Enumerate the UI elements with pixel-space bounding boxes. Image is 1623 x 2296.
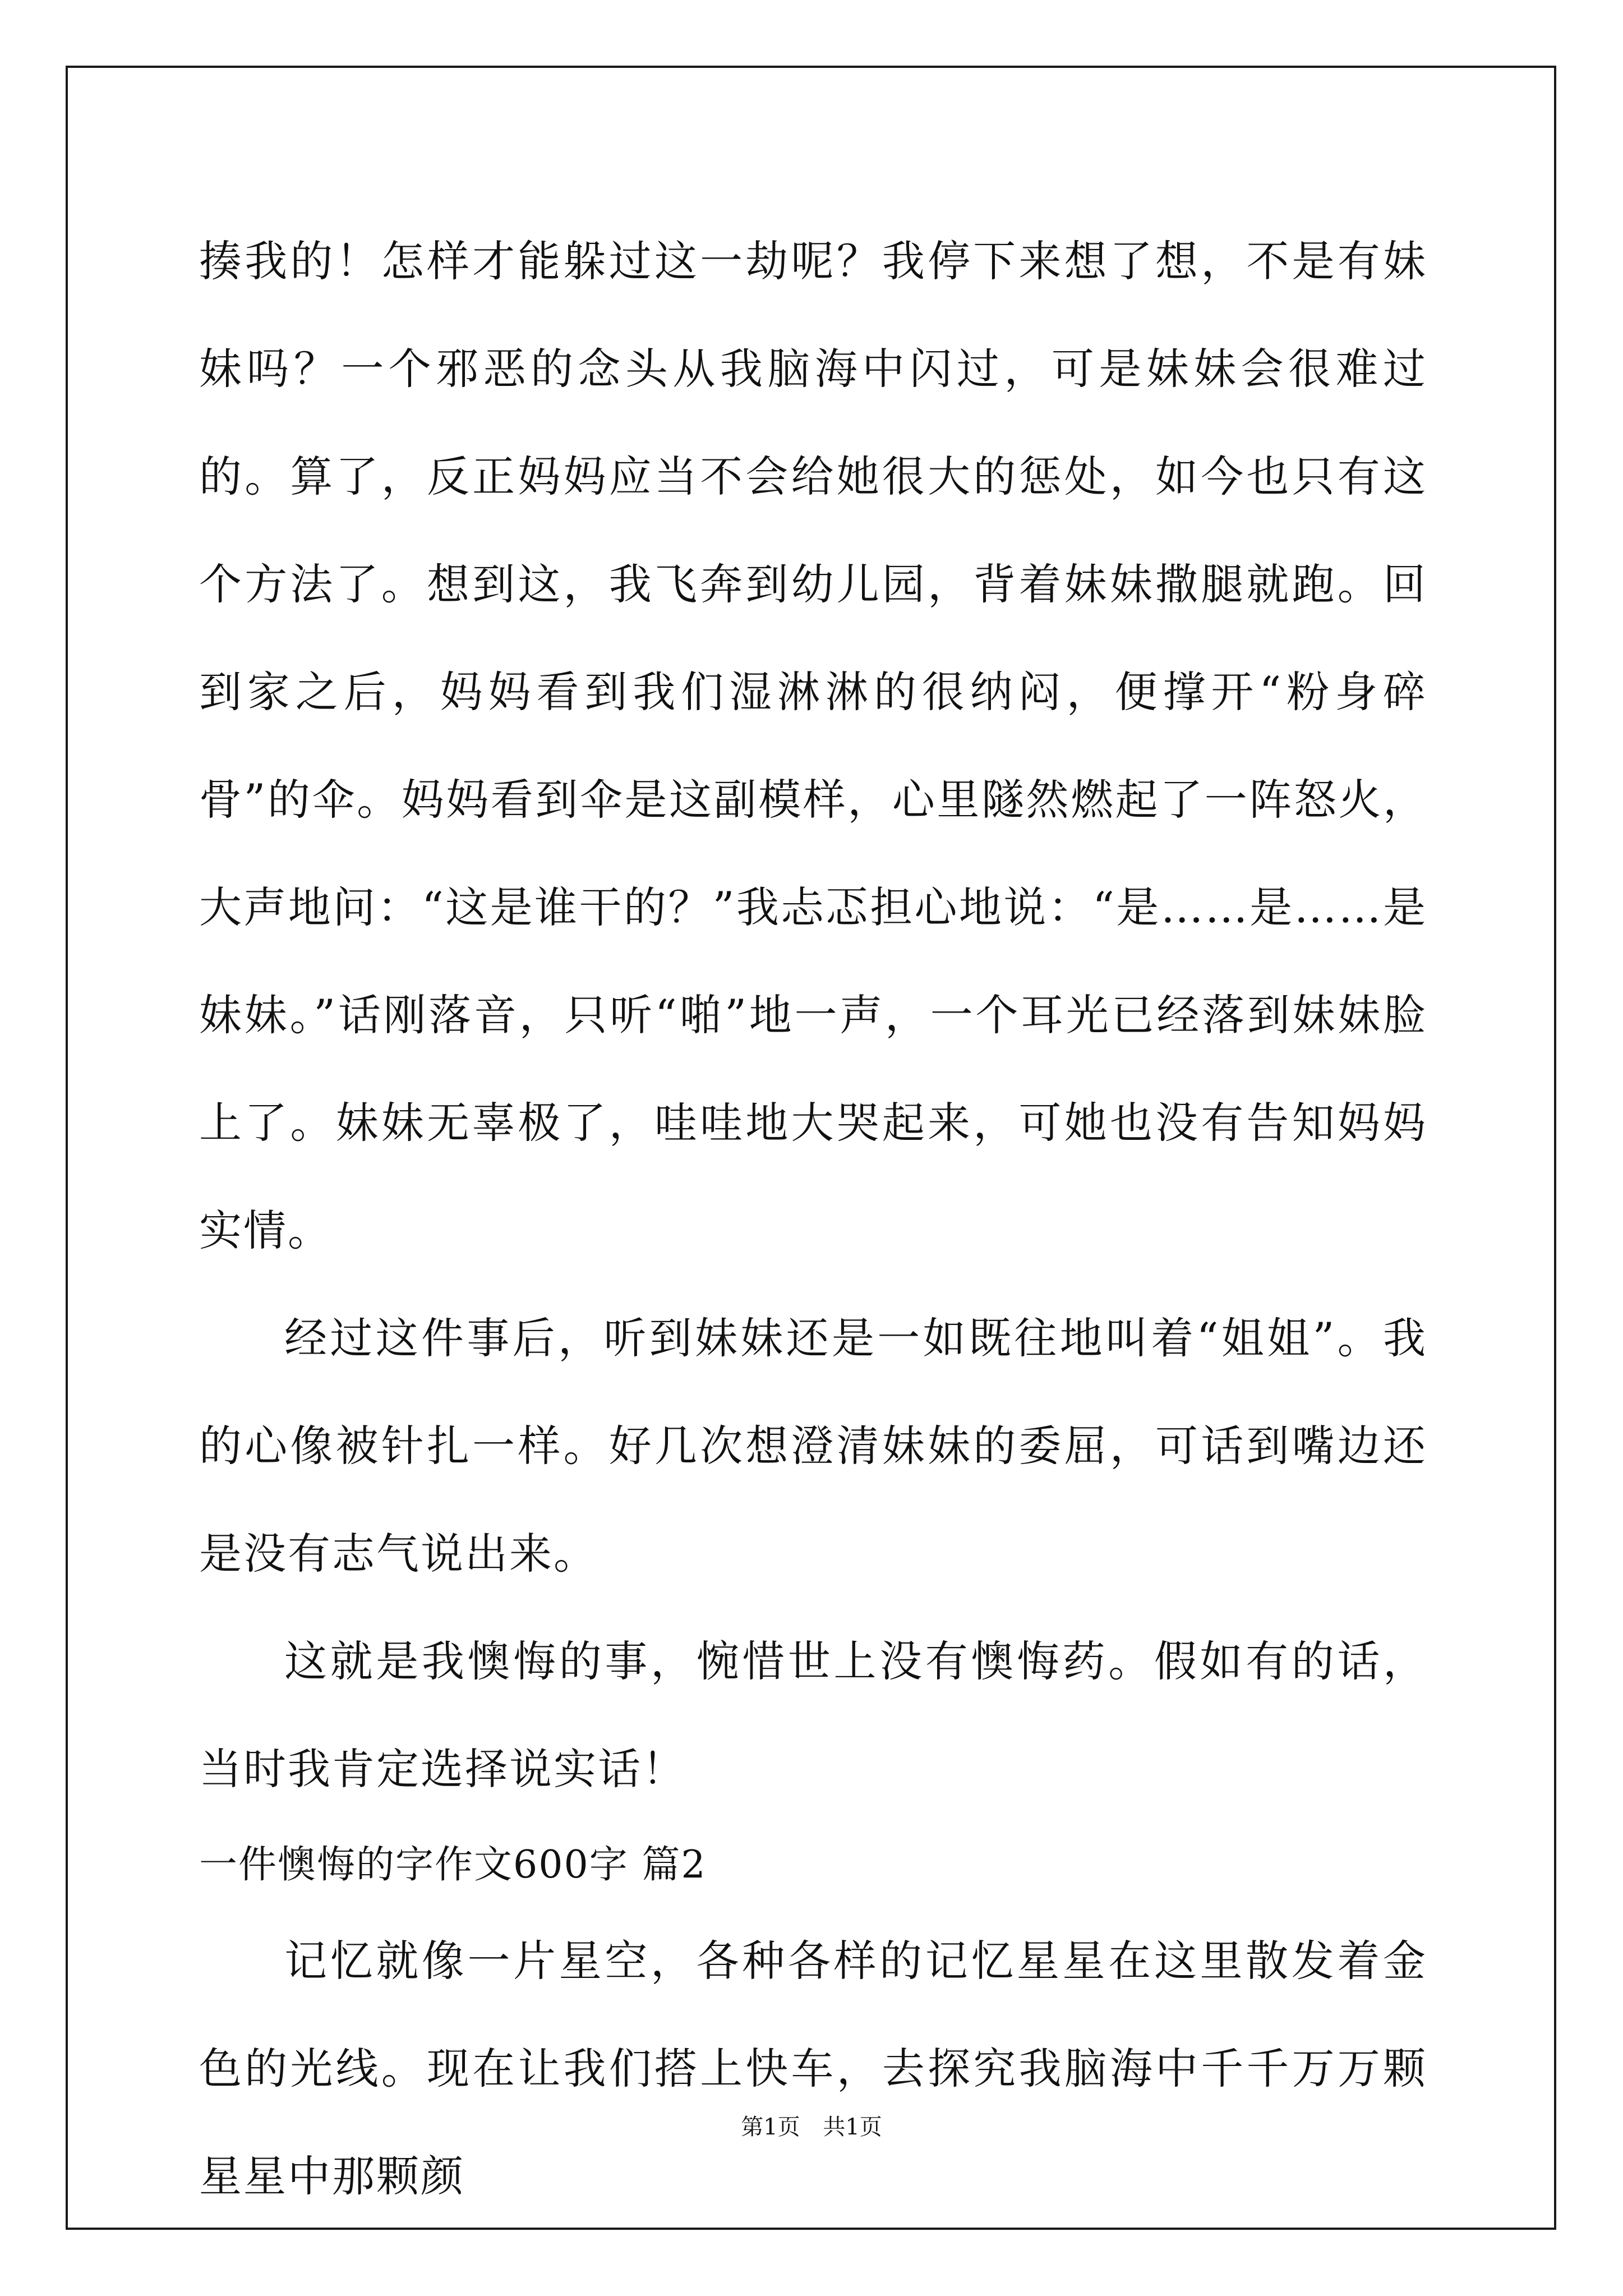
section-heading: 一件懊悔的字作文600字 篇2 (199, 1843, 707, 1887)
paragraph-4: 记忆就像一片星空，各种各样的记忆星星在这里散发着金色的光线。现在让我们搭上快车，去探究我脑海中千千万万颗星星中那颗颜 (199, 1936, 1427, 2201)
paragraph-2: 经过这件事后，听到妹妹还是一如既往地叫着“姐姐”。我的心像被针扎一样。好几次想澄清妹妹的委屈，可话到嘴边还是没有志气说出来。 (199, 1313, 1427, 1579)
paragraph-3: 这就是我懊悔的事，惋惜世上没有懊悔药。假如有的话，当时我肯定选择说实话！ (199, 1636, 1427, 1794)
page-number: 第1页 (741, 2114, 800, 2140)
document-body (199, 208, 1427, 2230)
page-total: 共1页 (823, 2114, 882, 2140)
page-footer (0, 2109, 1623, 2141)
paragraph-1: 揍我的！怎样才能躲过这一劫呢？我停下来想了想，不是有妹妹吗？一个邪恶的念头从我脑海中闪过，可是妹妹会很难过的。算了，反正妈妈应当不会给她很大的惩处，如今也只有这个方法了。想到这，我飞奔到幼儿园，背着妹妹撒腿就跑。回到家之后，妈妈看到我们湿淋淋的很纳闷，便撑开“粉身碎骨”的伞。妈妈看到伞是这副模样，心里隧然燃起了一阵怒火，大声地问：“这是谁干的？”我忐忑担心地说：“是……是……是妹妹。”话刚落音，只听“啪”地一声，一个耳光已经落到妹妹脸上了。妹妹无辜极了，哇哇地大哭起来，可她也没有告知妈妈实情。 (199, 236, 1427, 1255)
